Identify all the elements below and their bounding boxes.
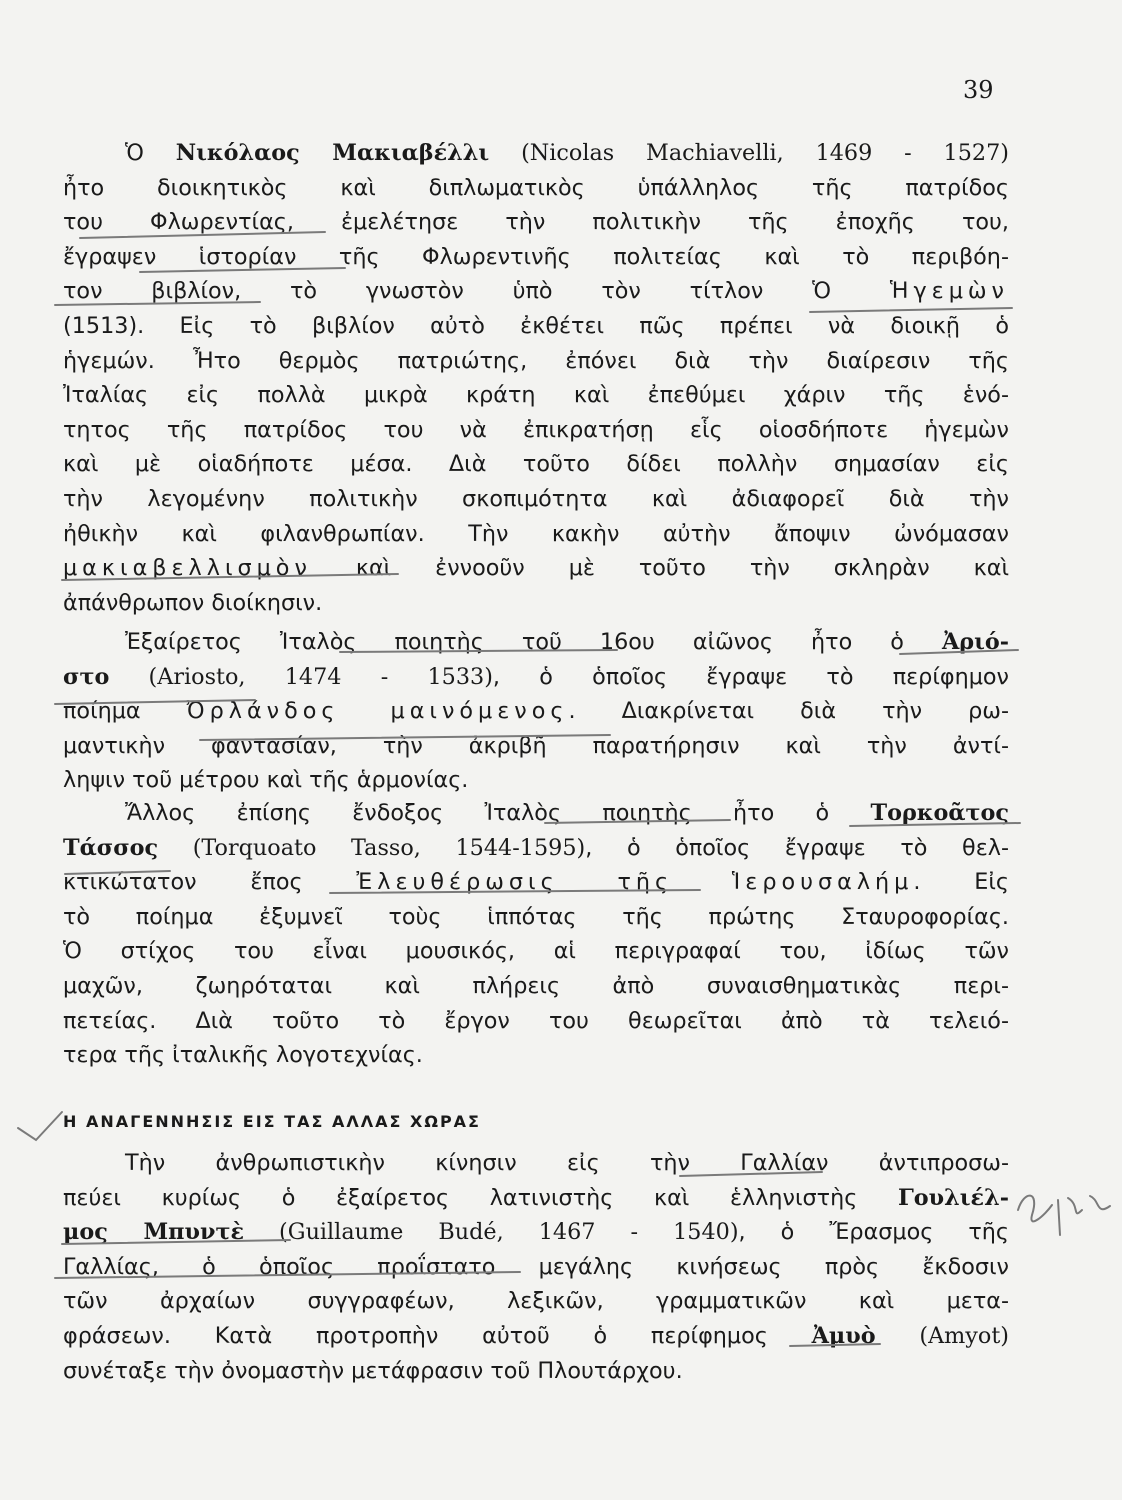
text-run: τερα τῆς ἰταλικῆς λογοτεχνίας. — [63, 1042, 423, 1069]
text-run: πεύει κυρίως ὁ ἐξαίρετος λατινιστὴς καὶ ἑλληνιστὴς — [63, 1184, 898, 1211]
pencil-check-mark — [18, 1112, 62, 1140]
text-line — [63, 482, 1009, 517]
text-line — [63, 586, 1009, 621]
text-line — [63, 763, 1009, 798]
text-line — [63, 378, 1009, 413]
text-run: Ὀρλάνδος μαινόμενος — [186, 698, 569, 725]
text-line — [63, 625, 1009, 660]
text-run: τὸ ποίημα ἐξυμνεῖ τοὺς ἱππότας τῆς πρώτης Σταυροφορίας. — [63, 903, 1009, 930]
text-run: του Φλωρεντίας, ἐμελέτησε τὴν πολιτικὴν τῆς ἐποχῆς του, — [63, 209, 1009, 236]
text-run: ἠθικὴν καὶ φιλανθρωπίαν. Τὴν κακὴν αὐτὴν ἄποψιν ὠνόμασαν — [63, 520, 1009, 547]
text-run: Ἰταλίας εἰς πολλὰ μικρὰ κράτη καὶ ἐπεθύμει χάριν τῆς ἑνό- — [63, 382, 1009, 409]
paragraph-france — [63, 1146, 1009, 1388]
text-run: μαντικὴν φαντασίαν, τὴν ἀκριβῆ παρατήρησιν καὶ τὴν ἀντί- — [63, 732, 1009, 759]
text-line — [63, 1146, 1009, 1181]
text-run: μος Μπυντὲ — [63, 1219, 244, 1246]
text-line — [63, 694, 1009, 729]
text-line — [63, 1038, 1009, 1073]
text-run: καὶ μὲ οἱαδήποτε μέσα. Διὰ τοῦτο δίδει πολλὴν σημασίαν εἰς — [63, 451, 1009, 478]
text-run: . Εἰς — [913, 869, 1009, 896]
text-run: (Torquoato Tasso, 1544-1595) — [158, 834, 586, 861]
text-line — [63, 517, 1009, 552]
text-run: στο — [63, 663, 110, 690]
text-run: Ἀμυὸ — [811, 1322, 876, 1349]
text-run: τὴν λεγομένην πολιτικὴν σκοπιμότητα καὶ ἀδιαφορεῖ διὰ τὴν — [63, 485, 1009, 512]
text-run: τον βιβλίον, τὸ γνωστὸν ὑπὸ τὸν τίτλον — [63, 278, 813, 305]
text-line — [63, 831, 1009, 866]
text-run: πετείας. Διὰ τοῦτο τὸ ἔργον του θεωρεῖται ἀπὸ τὰ τελειό- — [63, 1007, 1009, 1034]
text-run: ληψιν τοῦ μέτρου καὶ τῆς ἁρμονίας. — [63, 767, 469, 794]
text-line — [63, 205, 1009, 240]
text-run: φράσεων. Κατὰ προτροπὴν αὐτοῦ ὁ περίφημος — [63, 1322, 812, 1349]
text-run: μακιαβελλισμὸν — [63, 555, 312, 582]
text-line — [63, 1004, 1009, 1039]
text-run: Ἐξαίρετος Ἰταλὸς ποιητὴς τοῦ 16ου αἰῶνος ἦτο ὁ — [125, 629, 942, 655]
pencil-margin-note — [1018, 1196, 1110, 1235]
text-run: (Ariosto, 1474 - 1533) — [109, 663, 493, 690]
paragraph-ariosto — [63, 625, 1009, 798]
text-line — [63, 1215, 1009, 1250]
text-run: συνέταξε τὴν ὀνομαστὴν μετάφρασιν τοῦ Πλουτάρχου. — [63, 1357, 683, 1384]
text-run: Ἐλευθέρωσις τῆς Ἱερουσαλήμ — [356, 869, 914, 896]
text-line — [63, 240, 1009, 275]
text-line — [63, 1284, 1009, 1319]
text-run: ποίημα — [63, 698, 187, 725]
text-run: (Amyot) — [875, 1322, 1009, 1349]
text-line — [63, 1181, 1009, 1216]
text-run: τητος τῆς πατρίδος του νὰ ἐπικρατήσῃ εἷς οἱοσδήποτε ἡγεμὼν — [63, 416, 1009, 443]
text-run: Τορκοᾶτος — [870, 800, 1009, 826]
text-run: μαχῶν, ζωηρόταται καὶ πλήρεις ἀπὸ συναισθηματικὰς περι- — [63, 972, 1009, 999]
text-run: Ὁ Ἡγεμὼν — [812, 278, 1010, 305]
text-run: Γαλλίας, ὁ ὁποῖος προΐστατο μεγάλης κινήσεως πρὸς ἔκδοσιν — [63, 1253, 1009, 1280]
text-run: (Nicolas Machiavelli, 1469 - 1527) — [489, 140, 1009, 166]
text-run: ἔγραψεν ἱστορίαν τῆς Φλωρεντινῆς πολιτείας καὶ τὸ περιβόη- — [63, 243, 1009, 270]
text-run: , ὁ Ἔρασμος τῆς — [738, 1219, 1010, 1246]
paragraph-tasso — [63, 796, 1009, 1073]
text-run: κτικώτατον ἔπος — [63, 869, 357, 896]
text-line — [63, 796, 1009, 831]
text-line — [63, 413, 1009, 448]
text-line — [63, 660, 1009, 695]
text-line — [63, 729, 1009, 764]
text-run: , ὁ ὁποῖος ἔγραψε τὸ περίφημον — [492, 663, 1009, 690]
text-run: Ἄλλος ἐπίσης ἔνδοξος Ἰταλὸς ποιητὴς ἦτο ὁ — [125, 800, 871, 826]
text-line — [63, 865, 1009, 900]
text-line — [63, 1354, 1009, 1389]
paragraph-machiavelli — [63, 136, 1009, 620]
section-heading: Η ΑΝΑΓΕΝΝΗΣΙΣ ΕΙΣ ΤΑΣ ΑΛΛΑΣ ΧΩΡΑΣ — [63, 1112, 481, 1131]
text-run: Ὁ — [125, 140, 176, 166]
text-run: Ἀριό- — [941, 629, 1009, 655]
text-line — [63, 900, 1009, 935]
text-line — [63, 447, 1009, 482]
text-run: . Διακρίνεται διὰ τὴν ρω- — [568, 698, 1009, 725]
text-run: ἦτο διοικητικὸς καὶ διπλωματικὸς ὑπάλληλος τῆς πατρίδος — [63, 174, 1009, 201]
text-line — [63, 344, 1009, 379]
text-line — [63, 969, 1009, 1004]
text-run: Γουλιέλ- — [897, 1184, 1009, 1211]
text-run: Ὁ στίχος του εἶναι μουσικός, αἱ περιγραφαί του, ἰδίως τῶν — [63, 938, 1009, 965]
text-run: Τὴν ἀνθρωπιστικὴν κίνησιν εἰς τὴν Γαλλίαν ἀντιπροσω- — [125, 1150, 1009, 1176]
text-run: ἡγεμών. Ἦτο θερμὸς πατριώτης, ἐπόνει διὰ τὴν διαίρεσιν τῆς — [63, 347, 1009, 374]
text-line — [63, 274, 1009, 309]
text-line — [63, 551, 1009, 586]
text-line — [63, 309, 1009, 344]
text-run: (Guillaume Budé, 1467 - 1540) — [244, 1219, 739, 1246]
text-run: τῶν ἀρχαίων συγγραφέων, λεξικῶν, γραμματικῶν καὶ μετα- — [63, 1288, 1009, 1315]
text-run: Νικόλαος Μακιαβέλλι — [175, 140, 490, 166]
text-run: , ὁ ὁποῖος ἔγραψε τὸ θελ- — [585, 834, 1009, 861]
text-line — [63, 136, 1009, 171]
text-line — [63, 934, 1009, 969]
text-line — [63, 1319, 1009, 1354]
text-run: Τάσσος — [63, 834, 159, 861]
text-run: ἀπάνθρωπον διοίκησιν. — [63, 589, 323, 616]
text-line — [63, 171, 1009, 206]
text-run: καὶ ἐννοοῦν μὲ τοῦτο τὴν σκληρὰν καὶ — [311, 555, 1009, 582]
text-line — [63, 1250, 1009, 1285]
page-number: 39 — [963, 76, 994, 104]
text-run: (1513). Εἰς τὸ βιβλίον αὐτὸ ἐκθέτει πῶς πρέπει νὰ διοικῇ ὁ — [63, 312, 1009, 339]
